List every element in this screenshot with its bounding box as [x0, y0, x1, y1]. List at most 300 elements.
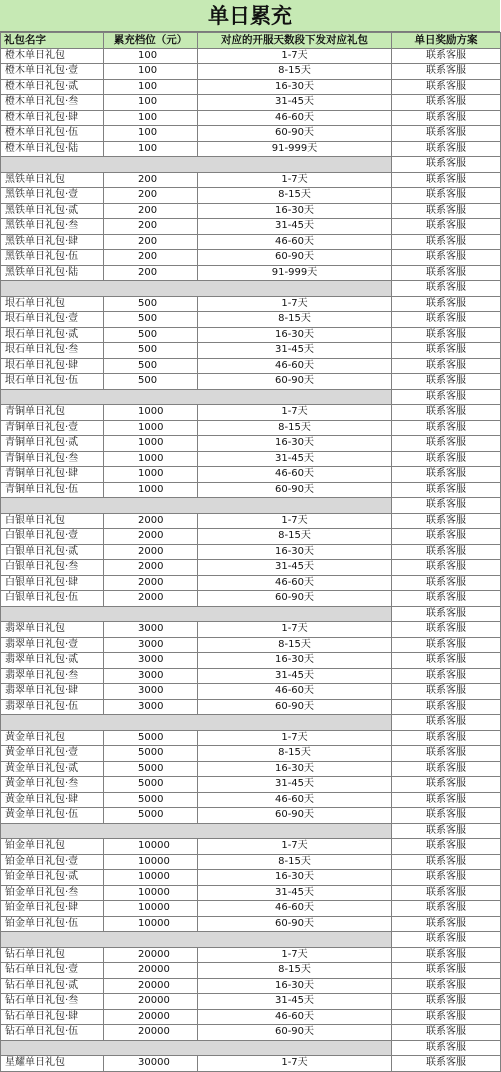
- gift-name-cell[interactable]: 垠石单日礼包·贰: [1, 327, 104, 343]
- gift-name-cell[interactable]: 橙木单日礼包·陆: [1, 141, 104, 157]
- table-row: [1, 79, 501, 95]
- days-range-cell[interactable]: 16-30天: [198, 978, 392, 994]
- table-row: [1, 761, 501, 777]
- recharge-amount-cell[interactable]: 200: [104, 203, 198, 219]
- table-body: [1, 48, 501, 1071]
- gift-name-cell[interactable]: 黑铁单日礼包·伍: [1, 250, 104, 266]
- table-row: [1, 544, 501, 560]
- header-days-range[interactable]: 对应的开服天数段下发对应礼包: [198, 33, 392, 49]
- reward-plan-cell[interactable]: 联系客服: [392, 420, 501, 436]
- recharge-amount-cell[interactable]: 200: [104, 265, 198, 281]
- recharge-amount-cell[interactable]: 5000: [104, 792, 198, 808]
- days-range-cell[interactable]: 31-45天: [198, 885, 392, 901]
- gift-name-cell[interactable]: 白银单日礼包·贰: [1, 544, 104, 560]
- reward-plan-cell[interactable]: 联系客服: [392, 684, 501, 700]
- recharge-amount-cell[interactable]: 5000: [104, 730, 198, 746]
- separator-row: [1, 606, 501, 622]
- gift-name-cell[interactable]: 橙木单日礼包·叁: [1, 95, 104, 111]
- recharge-amount-cell[interactable]: 2000: [104, 575, 198, 591]
- reward-plan-cell[interactable]: 联系客服: [392, 715, 501, 731]
- reward-plan-cell[interactable]: 联系客服: [392, 358, 501, 374]
- recharge-amount-cell[interactable]: 5000: [104, 808, 198, 824]
- reward-plan-cell[interactable]: 联系客服: [392, 653, 501, 669]
- reward-plan-cell[interactable]: 联系客服: [392, 250, 501, 266]
- header-reward-plan[interactable]: 单日奖励方案: [392, 33, 501, 49]
- recharge-amount-cell[interactable]: 1000: [104, 451, 198, 467]
- gift-name-cell[interactable]: 铂金单日礼包·肆: [1, 901, 104, 917]
- gift-name-cell[interactable]: 垠石单日礼包·壹: [1, 312, 104, 328]
- reward-plan-cell[interactable]: 联系客服: [392, 606, 501, 622]
- recharge-amount-cell[interactable]: 100: [104, 141, 198, 157]
- gift-name-cell[interactable]: 橙木单日礼包·壹: [1, 64, 104, 80]
- gift-name-cell[interactable]: 黑铁单日礼包·贰: [1, 203, 104, 219]
- gift-name-cell[interactable]: 橙木单日礼包·伍: [1, 126, 104, 142]
- days-range-cell[interactable]: 46-60天: [198, 358, 392, 374]
- gift-name-cell[interactable]: 黑铁单日礼包·陆: [1, 265, 104, 281]
- recharge-amount-cell[interactable]: 100: [104, 126, 198, 142]
- table-row: [1, 343, 501, 359]
- separator-row: [1, 157, 501, 173]
- table-row: [1, 48, 501, 64]
- days-range-cell[interactable]: 31-45天: [198, 668, 392, 684]
- gift-name-cell[interactable]: 铂金单日礼包·伍: [1, 916, 104, 932]
- table-row: [1, 188, 501, 204]
- recharge-amount-cell[interactable]: 10000: [104, 870, 198, 886]
- days-range-cell[interactable]: 46-60天: [198, 901, 392, 917]
- separator-cell[interactable]: [1, 389, 392, 405]
- table-row: [1, 64, 501, 80]
- gift-name-cell[interactable]: 青铜单日礼包·伍: [1, 482, 104, 498]
- recharge-amount-cell[interactable]: 10000: [104, 901, 198, 917]
- days-range-cell[interactable]: 60-90天: [198, 808, 392, 824]
- gift-name-cell[interactable]: 黄金单日礼包·叁: [1, 777, 104, 793]
- reward-plan-cell[interactable]: 联系客服: [392, 95, 501, 111]
- gift-name-cell[interactable]: 黑铁单日礼包·壹: [1, 188, 104, 204]
- separator-cell[interactable]: [1, 157, 392, 173]
- recharge-amount-cell[interactable]: 500: [104, 296, 198, 312]
- table-row: [1, 575, 501, 591]
- table-row: [1, 885, 501, 901]
- table-row: [1, 947, 501, 963]
- recharge-amount-cell[interactable]: 100: [104, 48, 198, 64]
- gift-name-cell[interactable]: 钻石单日礼包·叁: [1, 994, 104, 1010]
- days-range-cell[interactable]: 1-7天: [198, 172, 392, 188]
- reward-plan-cell[interactable]: 联系客服: [392, 265, 501, 281]
- recharge-amount-cell[interactable]: 20000: [104, 994, 198, 1010]
- table-row: [1, 1025, 501, 1041]
- days-range-cell[interactable]: 46-60天: [198, 234, 392, 250]
- recharge-amount-cell[interactable]: 3000: [104, 622, 198, 638]
- reward-plan-cell[interactable]: 联系客服: [392, 947, 501, 963]
- days-range-cell[interactable]: 31-45天: [198, 219, 392, 235]
- recharge-amount-cell[interactable]: 20000: [104, 963, 198, 979]
- table-row: [1, 126, 501, 142]
- table-row: [1, 854, 501, 870]
- reward-plan-cell[interactable]: 联系客服: [392, 529, 501, 545]
- reward-plan-cell[interactable]: 联系客服: [392, 327, 501, 343]
- reward-plan-cell[interactable]: 联系客服: [392, 575, 501, 591]
- reward-plan-cell[interactable]: 联系客服: [392, 1025, 501, 1041]
- table-row: [1, 203, 501, 219]
- recharge-amount-cell[interactable]: 5000: [104, 777, 198, 793]
- reward-plan-cell[interactable]: 联系客服: [392, 1040, 501, 1056]
- days-range-cell[interactable]: 8-15天: [198, 188, 392, 204]
- gift-name-cell[interactable]: 垠石单日礼包: [1, 296, 104, 312]
- table-row: [1, 451, 501, 467]
- reward-plan-cell[interactable]: 联系客服: [392, 498, 501, 514]
- recharge-amount-cell[interactable]: 2000: [104, 529, 198, 545]
- days-range-cell[interactable]: 31-45天: [198, 777, 392, 793]
- table-row: [1, 792, 501, 808]
- table-row: [1, 870, 501, 886]
- reward-plan-cell[interactable]: 联系客服: [392, 544, 501, 560]
- days-range-cell[interactable]: 8-15天: [198, 529, 392, 545]
- table-row: [1, 312, 501, 328]
- days-range-cell[interactable]: 16-30天: [198, 761, 392, 777]
- reward-plan-cell[interactable]: 联系客服: [392, 622, 501, 638]
- separator-cell[interactable]: [1, 715, 392, 731]
- reward-plan-cell[interactable]: 联系客服: [392, 296, 501, 312]
- gift-name-cell[interactable]: 黄金单日礼包: [1, 730, 104, 746]
- days-range-cell[interactable]: 1-7天: [198, 405, 392, 421]
- days-range-cell[interactable]: 16-30天: [198, 203, 392, 219]
- table-row: [1, 916, 501, 932]
- reward-plan-cell[interactable]: 联系客服: [392, 343, 501, 359]
- days-range-cell[interactable]: 1-7天: [198, 513, 392, 529]
- gift-name-cell[interactable]: 铂金单日礼包·壹: [1, 854, 104, 870]
- days-range-cell[interactable]: 60-90天: [198, 916, 392, 932]
- reward-plan-cell[interactable]: 联系客服: [392, 172, 501, 188]
- days-range-cell[interactable]: 31-45天: [198, 451, 392, 467]
- table-row: [1, 1009, 501, 1025]
- reward-plan-cell[interactable]: 联系客服: [392, 963, 501, 979]
- recharge-amount-cell[interactable]: 1000: [104, 420, 198, 436]
- header-gift-name[interactable]: 礼包名字: [1, 33, 104, 49]
- table-row: [1, 963, 501, 979]
- days-range-cell[interactable]: 60-90天: [198, 250, 392, 266]
- gift-name-cell[interactable]: 白银单日礼包·伍: [1, 591, 104, 607]
- recharge-amount-cell[interactable]: 3000: [104, 653, 198, 669]
- gift-name-cell[interactable]: 黄金单日礼包·贰: [1, 761, 104, 777]
- table-row: [1, 420, 501, 436]
- recharge-amount-cell[interactable]: 200: [104, 172, 198, 188]
- reward-plan-cell[interactable]: 联系客服: [392, 436, 501, 452]
- reward-plan-cell[interactable]: 联系客服: [392, 994, 501, 1010]
- days-range-cell[interactable]: 31-45天: [198, 343, 392, 359]
- table-row: [1, 265, 501, 281]
- reward-plan-cell[interactable]: 联系客服: [392, 885, 501, 901]
- table-row: [1, 250, 501, 266]
- gift-name-cell[interactable]: 铂金单日礼包·贰: [1, 870, 104, 886]
- days-range-cell[interactable]: 46-60天: [198, 467, 392, 483]
- gift-name-cell[interactable]: 青铜单日礼包·贰: [1, 436, 104, 452]
- reward-plan-cell[interactable]: 联系客服: [392, 978, 501, 994]
- recharge-amount-cell[interactable]: 5000: [104, 746, 198, 762]
- recharge-amount-cell[interactable]: 500: [104, 358, 198, 374]
- reward-plan-cell[interactable]: 联系客服: [392, 1056, 501, 1072]
- days-range-cell[interactable]: 1-7天: [198, 947, 392, 963]
- days-range-cell[interactable]: 91-999天: [198, 265, 392, 281]
- recharge-amount-cell[interactable]: 100: [104, 79, 198, 95]
- table-row: [1, 808, 501, 824]
- recharge-amount-cell[interactable]: 20000: [104, 947, 198, 963]
- days-range-cell[interactable]: 8-15天: [198, 746, 392, 762]
- reward-plan-cell[interactable]: 联系客服: [392, 839, 501, 855]
- recharge-amount-cell[interactable]: 500: [104, 343, 198, 359]
- days-range-cell[interactable]: 1-7天: [198, 1056, 392, 1072]
- gift-name-cell[interactable]: 白银单日礼包·叁: [1, 560, 104, 576]
- gift-name-cell[interactable]: 铂金单日礼包·叁: [1, 885, 104, 901]
- reward-plan-cell[interactable]: 联系客服: [392, 405, 501, 421]
- days-range-cell[interactable]: 60-90天: [198, 1025, 392, 1041]
- reward-plan-cell[interactable]: 联系客服: [392, 792, 501, 808]
- table-row: [1, 529, 501, 545]
- reward-plan-cell[interactable]: 联系客服: [392, 188, 501, 204]
- days-range-cell[interactable]: 60-90天: [198, 126, 392, 142]
- gift-name-cell[interactable]: 黄金单日礼包·肆: [1, 792, 104, 808]
- recharge-amount-cell[interactable]: 100: [104, 110, 198, 126]
- reward-plan-cell[interactable]: 联系客服: [392, 730, 501, 746]
- days-range-cell[interactable]: 46-60天: [198, 1009, 392, 1025]
- header-recharge-tier[interactable]: 累充档位（元）: [104, 33, 198, 49]
- reward-plan-cell[interactable]: 联系客服: [392, 901, 501, 917]
- separator-cell[interactable]: [1, 498, 392, 514]
- days-range-cell[interactable]: 16-30天: [198, 436, 392, 452]
- gift-name-cell[interactable]: 黑铁单日礼包·叁: [1, 219, 104, 235]
- recharge-amount-cell[interactable]: 10000: [104, 839, 198, 855]
- recharge-amount-cell[interactable]: 20000: [104, 1025, 198, 1041]
- days-range-cell[interactable]: 8-15天: [198, 420, 392, 436]
- reward-plan-cell[interactable]: 联系客服: [392, 761, 501, 777]
- reward-plan-cell[interactable]: 联系客服: [392, 203, 501, 219]
- reward-plan-cell[interactable]: 联系客服: [392, 451, 501, 467]
- gift-name-cell[interactable]: 铂金单日礼包: [1, 839, 104, 855]
- gift-name-cell[interactable]: 翡翠单日礼包·壹: [1, 637, 104, 653]
- reward-plan-cell[interactable]: 联系客服: [392, 777, 501, 793]
- table-row: [1, 730, 501, 746]
- days-range-cell[interactable]: 46-60天: [198, 792, 392, 808]
- reward-plan-cell[interactable]: 联系客服: [392, 219, 501, 235]
- recharge-amount-cell[interactable]: 500: [104, 374, 198, 390]
- gift-name-cell[interactable]: 青铜单日礼包·壹: [1, 420, 104, 436]
- reward-plan-cell[interactable]: 联系客服: [392, 157, 501, 173]
- table-row: [1, 219, 501, 235]
- days-range-cell[interactable]: 8-15天: [198, 854, 392, 870]
- reward-plan-cell[interactable]: 联系客服: [392, 467, 501, 483]
- gift-name-cell[interactable]: 黑铁单日礼包·肆: [1, 234, 104, 250]
- header-row: [1, 33, 501, 49]
- recharge-amount-cell[interactable]: 20000: [104, 978, 198, 994]
- days-range-cell[interactable]: 46-60天: [198, 110, 392, 126]
- recharge-amount-cell[interactable]: 1000: [104, 436, 198, 452]
- reward-plan-cell[interactable]: 联系客服: [392, 637, 501, 653]
- gift-name-cell[interactable]: 青铜单日礼包·肆: [1, 467, 104, 483]
- separator-cell[interactable]: [1, 1040, 392, 1056]
- recharge-amount-cell[interactable]: 200: [104, 234, 198, 250]
- days-range-cell[interactable]: 16-30天: [198, 79, 392, 95]
- days-range-cell[interactable]: 91-999天: [198, 141, 392, 157]
- reward-plan-cell[interactable]: 联系客服: [392, 48, 501, 64]
- gift-name-cell[interactable]: 钻石单日礼包·肆: [1, 1009, 104, 1025]
- recharge-amount-cell[interactable]: 30000: [104, 1056, 198, 1072]
- reward-plan-cell[interactable]: 联系客服: [392, 1009, 501, 1025]
- gift-name-cell[interactable]: 钻石单日礼包·贰: [1, 978, 104, 994]
- gift-name-cell[interactable]: 橙木单日礼包: [1, 48, 104, 64]
- days-range-cell[interactable]: 60-90天: [198, 591, 392, 607]
- gift-name-cell[interactable]: 黄金单日礼包·壹: [1, 746, 104, 762]
- recharge-amount-cell[interactable]: 10000: [104, 854, 198, 870]
- days-range-cell[interactable]: 60-90天: [198, 374, 392, 390]
- gift-name-cell[interactable]: 白银单日礼包·肆: [1, 575, 104, 591]
- table-row: [1, 746, 501, 762]
- days-range-cell[interactable]: 31-45天: [198, 560, 392, 576]
- gift-name-cell[interactable]: 青铜单日礼包·叁: [1, 451, 104, 467]
- recharge-amount-cell[interactable]: 3000: [104, 699, 198, 715]
- days-range-cell[interactable]: 16-30天: [198, 653, 392, 669]
- days-range-cell[interactable]: 8-15天: [198, 64, 392, 80]
- table-row: [1, 653, 501, 669]
- days-range-cell[interactable]: 46-60天: [198, 575, 392, 591]
- table-row: [1, 374, 501, 390]
- reward-plan-cell[interactable]: 联系客服: [392, 668, 501, 684]
- days-range-cell[interactable]: 60-90天: [198, 699, 392, 715]
- days-range-cell[interactable]: 8-15天: [198, 963, 392, 979]
- days-range-cell[interactable]: 46-60天: [198, 684, 392, 700]
- reward-plan-cell[interactable]: 联系客服: [392, 513, 501, 529]
- days-range-cell[interactable]: 1-7天: [198, 296, 392, 312]
- reward-plan-cell[interactable]: 联系客服: [392, 389, 501, 405]
- recharge-amount-cell[interactable]: 200: [104, 188, 198, 204]
- reward-plan-cell[interactable]: 联系客服: [392, 560, 501, 576]
- gift-name-cell[interactable]: 橙木单日礼包·肆: [1, 110, 104, 126]
- recharge-amount-cell[interactable]: 100: [104, 64, 198, 80]
- reward-plan-cell[interactable]: 联系客服: [392, 141, 501, 157]
- days-range-cell[interactable]: 31-45天: [198, 95, 392, 111]
- reward-plan-cell[interactable]: 联系客服: [392, 110, 501, 126]
- reward-plan-cell[interactable]: 联系客服: [392, 591, 501, 607]
- recharge-amount-cell[interactable]: 1000: [104, 405, 198, 421]
- days-range-cell[interactable]: 1-7天: [198, 730, 392, 746]
- gift-name-cell[interactable]: 翡翠单日礼包: [1, 622, 104, 638]
- separator-row: [1, 823, 501, 839]
- table-row: [1, 405, 501, 421]
- recharge-amount-cell[interactable]: 200: [104, 250, 198, 266]
- table-row: [1, 110, 501, 126]
- gift-name-cell[interactable]: 垠石单日礼包·叁: [1, 343, 104, 359]
- recharge-amount-cell[interactable]: 1000: [104, 482, 198, 498]
- reward-plan-cell[interactable]: 联系客服: [392, 79, 501, 95]
- days-range-cell[interactable]: 31-45天: [198, 994, 392, 1010]
- gift-name-cell[interactable]: 翡翠单日礼包·叁: [1, 668, 104, 684]
- recharge-amount-cell[interactable]: 3000: [104, 637, 198, 653]
- separator-cell[interactable]: [1, 932, 392, 948]
- recharge-amount-cell[interactable]: 10000: [104, 885, 198, 901]
- days-range-cell[interactable]: 16-30天: [198, 544, 392, 560]
- days-range-cell[interactable]: 1-7天: [198, 48, 392, 64]
- separator-cell[interactable]: [1, 606, 392, 622]
- gift-name-cell[interactable]: 橙木单日礼包·贰: [1, 79, 104, 95]
- reward-plan-cell[interactable]: 联系客服: [392, 482, 501, 498]
- separator-row: [1, 1040, 501, 1056]
- days-range-cell[interactable]: 60-90天: [198, 482, 392, 498]
- reward-plan-cell[interactable]: 联系客服: [392, 312, 501, 328]
- separator-cell[interactable]: [1, 281, 392, 297]
- table-row: [1, 622, 501, 638]
- reward-plan-cell[interactable]: 联系客服: [392, 126, 501, 142]
- recharge-amount-cell[interactable]: 3000: [104, 684, 198, 700]
- days-range-cell[interactable]: 16-30天: [198, 327, 392, 343]
- gift-name-cell[interactable]: 黄金单日礼包·伍: [1, 808, 104, 824]
- gift-name-cell[interactable]: 青铜单日礼包: [1, 405, 104, 421]
- table-row: [1, 234, 501, 250]
- gift-name-cell[interactable]: 翡翠单日礼包·伍: [1, 699, 104, 715]
- days-range-cell[interactable]: 1-7天: [198, 839, 392, 855]
- recharge-amount-cell[interactable]: 20000: [104, 1009, 198, 1025]
- reward-plan-cell[interactable]: 联系客服: [392, 374, 501, 390]
- reward-plan-cell[interactable]: 联系客服: [392, 699, 501, 715]
- recharge-amount-cell[interactable]: 2000: [104, 513, 198, 529]
- gift-name-cell[interactable]: 白银单日礼包: [1, 513, 104, 529]
- recharge-amount-cell[interactable]: 200: [104, 219, 198, 235]
- recharge-amount-cell[interactable]: 2000: [104, 544, 198, 560]
- reward-plan-cell[interactable]: 联系客服: [392, 870, 501, 886]
- days-range-cell[interactable]: 8-15天: [198, 637, 392, 653]
- reward-plan-cell[interactable]: 联系客服: [392, 854, 501, 870]
- days-range-cell[interactable]: 1-7天: [198, 622, 392, 638]
- reward-plan-cell[interactable]: 联系客服: [392, 281, 501, 297]
- gift-name-cell[interactable]: 黑铁单日礼包: [1, 172, 104, 188]
- gift-name-cell[interactable]: 钻石单日礼包: [1, 947, 104, 963]
- gift-name-cell[interactable]: 垠石单日礼包·肆: [1, 358, 104, 374]
- gift-name-cell[interactable]: 星耀单日礼包: [1, 1056, 104, 1072]
- recharge-amount-cell[interactable]: 500: [104, 327, 198, 343]
- reward-plan-cell[interactable]: 联系客服: [392, 823, 501, 839]
- reward-plan-cell[interactable]: 联系客服: [392, 746, 501, 762]
- gift-name-cell[interactable]: 翡翠单日礼包·肆: [1, 684, 104, 700]
- recharge-amount-cell[interactable]: 2000: [104, 591, 198, 607]
- reward-plan-cell[interactable]: 联系客服: [392, 916, 501, 932]
- recharge-amount-cell[interactable]: 1000: [104, 467, 198, 483]
- table-row: [1, 482, 501, 498]
- gift-name-cell[interactable]: 钻石单日礼包·壹: [1, 963, 104, 979]
- recharge-amount-cell[interactable]: 10000: [104, 916, 198, 932]
- recharge-amount-cell[interactable]: 3000: [104, 668, 198, 684]
- gift-name-cell[interactable]: 白银单日礼包·壹: [1, 529, 104, 545]
- reward-plan-cell[interactable]: 联系客服: [392, 234, 501, 250]
- separator-cell[interactable]: [1, 823, 392, 839]
- table-row: [1, 839, 501, 855]
- reward-plan-cell[interactable]: 联系客服: [392, 932, 501, 948]
- reward-plan-cell[interactable]: 联系客服: [392, 64, 501, 80]
- gift-name-cell[interactable]: 翡翠单日礼包·贰: [1, 653, 104, 669]
- recharge-amount-cell[interactable]: 2000: [104, 560, 198, 576]
- gift-name-cell[interactable]: 钻石单日礼包·伍: [1, 1025, 104, 1041]
- recharge-amount-cell[interactable]: 500: [104, 312, 198, 328]
- table-row: [1, 978, 501, 994]
- separator-row: [1, 498, 501, 514]
- gift-name-cell[interactable]: 垠石单日礼包·伍: [1, 374, 104, 390]
- days-range-cell[interactable]: 8-15天: [198, 312, 392, 328]
- table-row: [1, 467, 501, 483]
- table-row: [1, 637, 501, 653]
- recharge-amount-cell[interactable]: 5000: [104, 761, 198, 777]
- reward-plan-cell[interactable]: 联系客服: [392, 808, 501, 824]
- table-row: [1, 296, 501, 312]
- days-range-cell[interactable]: 16-30天: [198, 870, 392, 886]
- recharge-amount-cell[interactable]: 100: [104, 95, 198, 111]
- table-row: [1, 668, 501, 684]
- table-row: [1, 901, 501, 917]
